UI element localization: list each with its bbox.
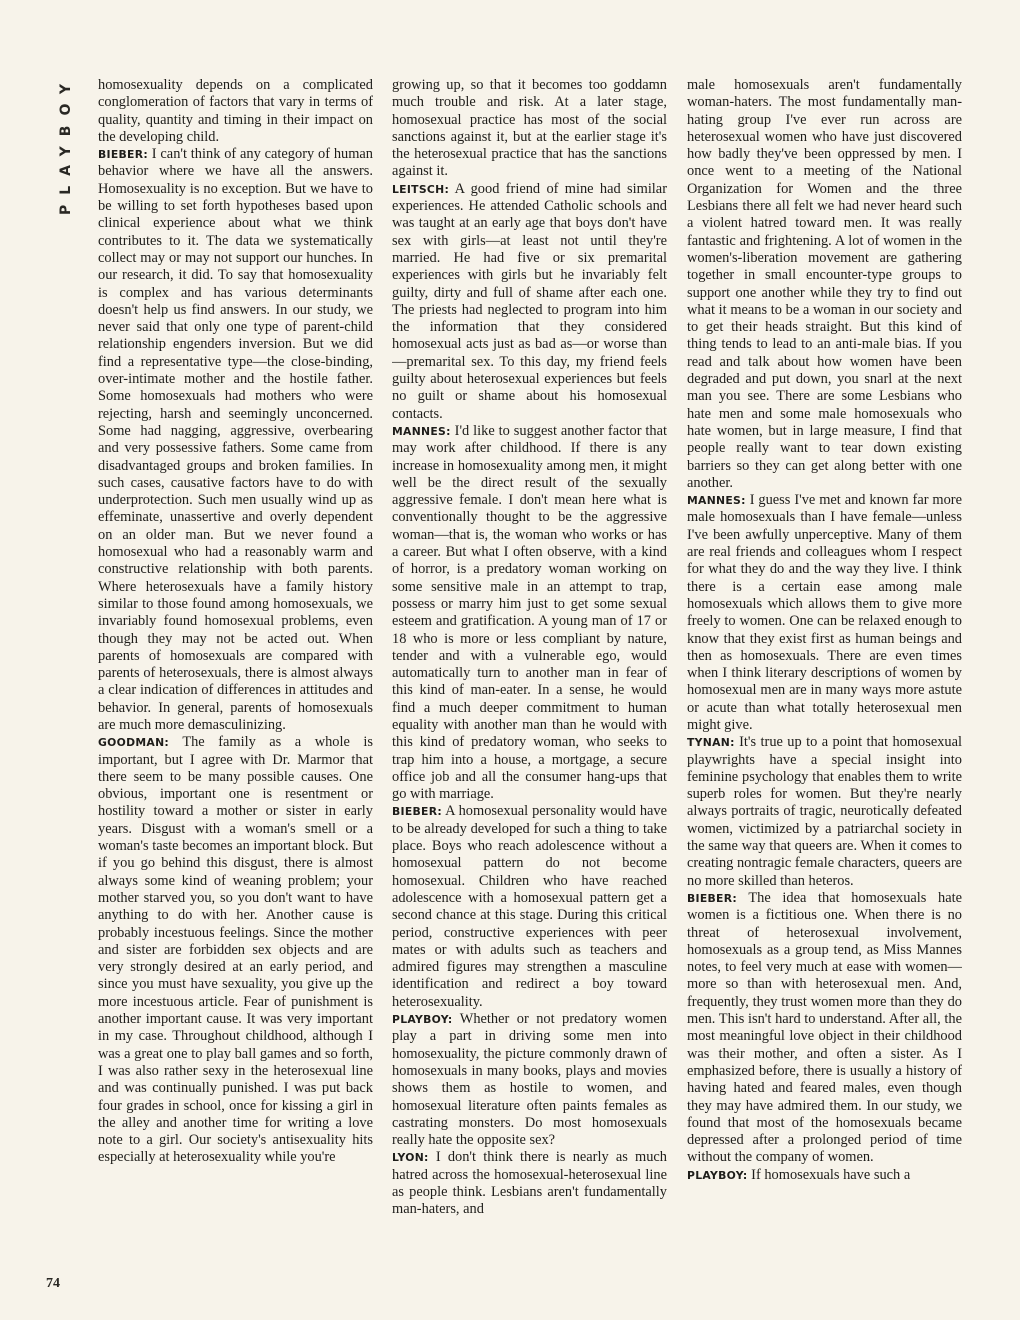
paragraph-text: I can't think of any category of human behavior where we have all the answers. Homosexuality is no exception. But we have to be willing to set forth hypotheses based upon clinical experience about what we think contributes to it. The data we systematically collect may or may not support our hunches. In our research, it did. To say that homosexuality is complex and has various determinants doesn't help us find answers. In our study, we never said that only one type of parent-child relationship engenders inversion. But we did find a representative type—the close-binding, over-intimate mother and the hostile father. Some homosexuals had mothers who were rejecting, harsh and seemingly unconcerned. Some had nagging, aggressive, overbearing and very possessive fathers. Some came from disadvantaged groups and broken families. In such cases, causative factors have to do with underprotection. Such men usually wind up as effeminate, unassertive and overly dependent on an older man. But we never found a homosexual who had a reasonably warm and constructive relationship with both parents. Where heterosexuals have a family history similar to those found among homosexuals, we invariably found homosexual problems, even though they may not be acted out. When parents of homosexuals are compared with parents of heterosexuals, there is almost always a clear indication of differences in attitudes and behavior. In general, parents of homosexuals are much more demasculinizing. [98,146,373,733]
speaker-label: TYNAN: [687,736,735,750]
paragraph-text: I'd like to suggest another factor that may work after childhood. If there is any increase in homosexuality among men, it might well be the direct result of the sexually aggressive female. I don't mean here what is conventionally thought to be the aggressive woman—that is, the woman who works or has a career. But what I often observe, with a kind of horror, is a predatory woman working on some sensitive male in an attempt to trap, possess or marry him just to get some sexual esteem and gratification. A young man of 17 or 18 who is more or less compliant by nature, tender and with a vulnerable ego, would automatically turn to another man in fear of this kind of man-eater. In a sense, he would find a much deeper commitment to human equality with another man than he would with this kind of predatory woman, who seeks to trap him into a house, a mortgage, a secure office job and all the consumer hang-ups that go with marriage. [392,422,667,803]
speaker-label: LYON: [392,1151,429,1165]
speaker-label: GOODMAN: [98,736,170,750]
paragraph [392,1011,667,1149]
paragraph-text: growing up, so that it becomes too goddamn much trouble and risk. At a later stage, homosexual practice has most of the social sanctions against it, but at the earlier stage it's the heterosexual practice that has the sanctions against it. [392,77,667,180]
paragraph [392,77,667,181]
speaker-label: PLAYBOY: [392,1013,453,1027]
speaker-label: BIEBER: [687,891,737,905]
paragraph-text: A good friend of mine had similar experiences. He attended Catholic schools and was taught at an early age that boys don't have sex with girls—at least not until they're married. He had five or six premarital experiences with girls but he invariably felt guilty, dirty and full of shame after each one. The priests had neglected to program into him the information that they considered homosexual acts just as bad as—or worse than—premarital sex. To this day, my friend feels guilty about heterosexual experiences but feels no guilt or shame about his homosexual contacts. [392,180,667,422]
paragraph [392,803,667,1011]
paragraph-text: The idea that homosexuals hate women is a fictitious one. When there is no threat of heterosexual involvement, homosexuals as a group tend, as Miss Mannes notes, to feel very much at ease with women—more so than with heterosexual men. And, frequently, they trust women more than they do men. This isn't hard to understand. After all, the most meaningful love object in their childhood was their mother, and often a sister. As I emphasized before, there is usually a history of having hated and feared males, even though they may have admired them. In our study, we found that most of the homosexuals became depressed after a prolonged period of time without the company of women. [687,889,962,1166]
paragraph-text: A homosexual personality would have to be already developed for such a thing to take place. Boys who reach adolescence without a homosexual pattern do not become homosexual. Children who have reached adolescence with a homosexual pattern get a second chance at this stage. During this critical period, constructive experiences with peer mates or with adults such as teachers and admired figures may strengthen a masculine identification and redirect a boy toward heterosexuality. [392,803,667,1010]
paragraph-text: It's true up to a point that homosexual playwrights have a special insight into feminine psychology that enables them to write superb roles for women. But they're nearly always portraits of tragic, neurotically defeated women, victimized by a patriarchal society in the same way that queers are. When it comes to creating nontragic female characters, queers are no more skilled than heteros. [687,734,962,889]
speaker-label: MANNES: [687,494,746,508]
text-column-2 [392,77,667,1302]
page-number: 74 [46,1276,60,1291]
paragraph [687,492,962,734]
speaker-label: LEITSCH: [392,182,450,196]
paragraph [687,77,962,492]
paragraph-text: If homosexuals have such a [751,1166,911,1183]
paragraph [392,423,667,804]
speaker-label: PLAYBOY: [687,1168,748,1182]
paragraph [98,77,373,146]
paragraph-text: Whether or not predatory women play a part in driving some men into homosexuality, the picture commonly drawn of homosexuals in many books, plays and movies shows them as hostile to women, and homosexual literature often paints females as castrating monsters. Do most homosexuals really hate the opposite sex? [392,1011,667,1149]
paragraph-text: homosexuality depends on a complicated conglomeration of factors that vary in terms of quality, quantity and timing in their impact on the developing child. [98,77,373,145]
speaker-label: MANNES: [392,424,451,438]
paragraph [687,734,962,890]
paragraph-text: The family as a whole is important, but I agree with Dr. Marmor that there seem to be many possible causes. One obvious, important one is resentment or hostility toward a mother or sister in early years. Disgust with a woman's smell or a woman's taste becomes an important block. But if you go behind this disgust, there is almost always some kind of weaning problem; your mother starved you, so you don't want to have anything to do with her. Another cause is probably incestuous feelings. Since the mother and sister are forbidden sex objects and are very strongly desired at an early period, and since you must have sexuality, you give up the more incestuous article. Fear of punishment is another important cause. It was very important in my case. Throughout childhood, although I was a great one to play ball games and so forth, I was also rather sexy in the heterosexual line and was continually punished. I was put back four grades in school, once for kissing a girl in the alley and another time for writing a love note to a girl. Our society's antisexuality hits especially at heterosexuality while you're [98,734,373,1166]
paragraph-text: I guess I've met and known far more male homosexuals than I have female—unless I've been awfully unperceptive. Many of them are real friends and colleagues whom I respect for what they do and the way they live. I think there is a certain ease among male homosexuals which allows them to give more freely to women. One can be relaxed enough to know that they exist first as human beings and then as homosexuals. There are even times when I think literary descriptions of women by homosexual men are in many ways more astute or acute than what totally heterosexual men might give. [687,492,962,733]
paragraph [687,1167,962,1184]
text-column-1 [98,77,373,1302]
speaker-label: BIEBER: [98,148,148,162]
paragraph [392,181,667,423]
speaker-label: BIEBER: [392,805,442,819]
paragraph [687,890,962,1167]
paragraph [98,734,373,1166]
paragraph [392,1149,667,1218]
paragraph [98,146,373,734]
text-column-3 [687,77,962,1302]
masthead: PLAYBOY [58,74,74,216]
paragraph-text: I don't think there is nearly as much hatred across the homosexual-heterosexual line as people think. Lesbians aren't fundamentally man-haters, and [392,1149,667,1218]
paragraph-text: male homosexuals aren't fundamentally woman-haters. The most fundamentally man-hating group I've ever run across are heterosexual women who have just discovered how badly they've been oppressed by men. I once went to a meeting of the National Organization for Women and the three Lesbians there all felt we had never heard such a violent hatred toward men. It was really fantastic and frightening. A lot of women in the women's-liberation movement are gathering together in small encounter-type groups to support one another while they try to find out what it means to be a woman in our society and to get their heads straight. But this kind of thing tends to lead to an anti-male bias. If you read and talk about how women have been degraded and put down, you snarl at the next man you see. There are some Lesbians who hate men and some male homosexuals who hate women, but in large measure, I find that people really want to tear down existing barriers so they can get along better with one another. [687,77,962,491]
